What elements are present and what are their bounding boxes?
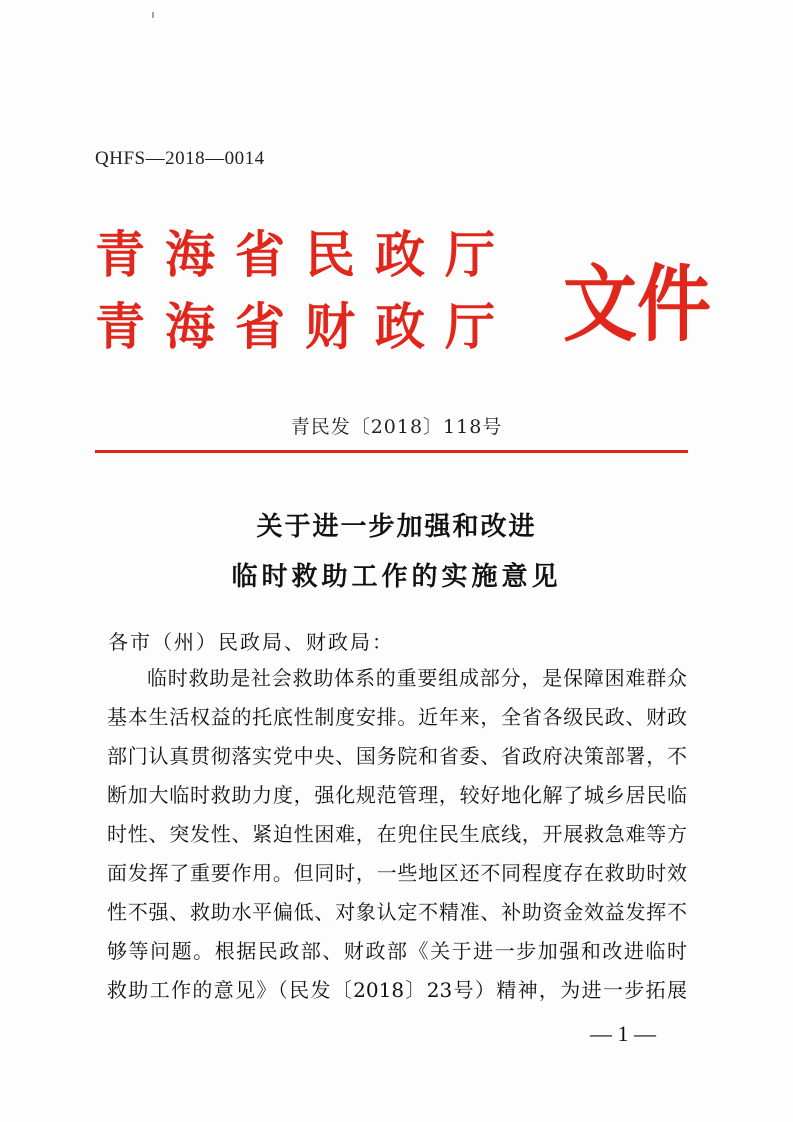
issuance-number: 青民发〔2018〕118号: [290, 416, 503, 438]
body-line: 救助工作的意见》（民发〔2018〕23号）精神，为进一步拓展: [107, 978, 687, 1002]
issuer-finance: 青海省财政厅: [95, 297, 515, 356]
scan-mark: [152, 12, 154, 18]
body-line: 基本生活权益的托底性制度安排。近年来，全省各级民政、财政: [107, 705, 687, 729]
body-paragraph: [107, 659, 687, 1010]
document-label: 文件: [563, 256, 711, 354]
body-line: 时性、突发性、紧迫性困难，在兜住民生底线，开展救急难等方: [107, 822, 687, 846]
document-id: QHFS—2018—0014: [95, 148, 265, 169]
body-line: 部门认真贯彻落实党中央、国务院和省委、省政府决策部署，不: [107, 744, 687, 768]
body-line: 面发挥了重要作用。但同时，一些地区还不同程度存在救助时效: [107, 861, 687, 885]
body-line: 性不强、救助水平偏低、对象认定不精准、补助资金效益发挥不: [107, 900, 687, 924]
salutation: 各市（州）民政局、财政局：: [108, 630, 394, 654]
page-number: — 1 —: [590, 1021, 656, 1046]
body-line: 断加大临时救助力度，强化规范管理，较好地化解了城乡居民临: [107, 783, 687, 807]
issuer-civil-affairs: 青海省民政厅: [95, 225, 515, 284]
title-line-2: 临时救助工作的实施意见: [231, 562, 562, 592]
red-separator-line: [95, 450, 688, 453]
red-header: [95, 215, 711, 356]
body-line: 够等问题。根据民政部、财政部《关于进一步加强和改进临时: [107, 939, 687, 963]
body-line: 临时救助是社会救助体系的重要组成部分，是保障困难群众: [147, 666, 687, 690]
title-line-1: 关于进一步加强和改进: [256, 512, 537, 542]
